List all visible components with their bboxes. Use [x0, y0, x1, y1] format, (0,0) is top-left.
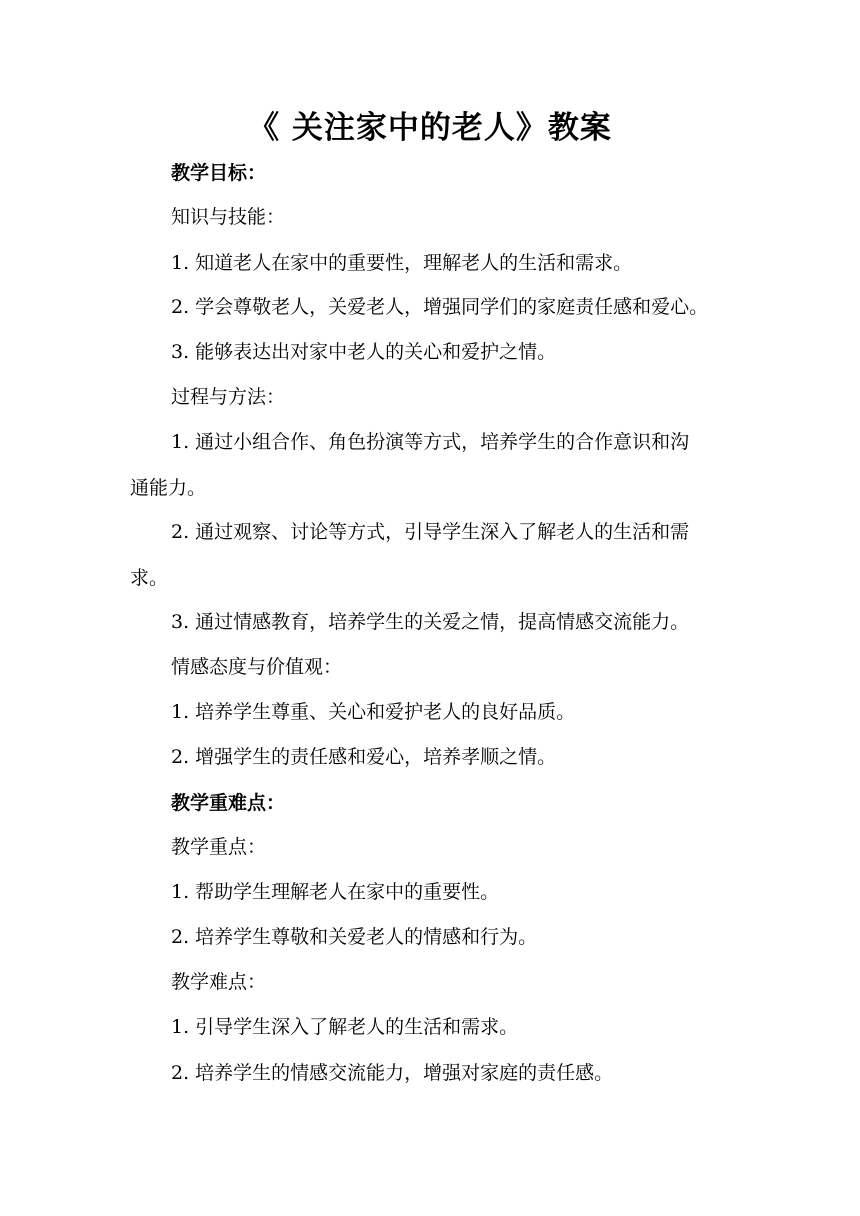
list-item: 1. 通过小组合作、角色扮演等方式，培养学生的合作意识和沟	[171, 431, 690, 453]
document-title: 《 关注家中的老人》教案	[248, 110, 612, 146]
subheading-attitude-values: 情感态度与价值观：	[171, 656, 343, 678]
list-item: 2. 学会尊敬老人，关爱老人，增强同学们的家庭责任感和爱心。	[171, 296, 709, 318]
list-item: 2. 培养学生尊敬和关爱老人的情感和行为。	[171, 926, 538, 948]
list-item: 3. 通过情感教育，培养学生的关爱之情，提高情感交流能力。	[171, 611, 690, 633]
subheading-process-methods: 过程与方法：	[171, 386, 286, 408]
subheading-key-points: 教学重点：	[171, 836, 267, 858]
list-item: 1. 帮助学生理解老人在家中的重要性。	[171, 881, 500, 903]
list-item: 2. 通过观察、讨论等方式，引导学生深入了解老人的生活和需	[171, 521, 690, 543]
list-item: 1. 知道老人在家中的重要性，理解老人的生活和需求。	[171, 252, 633, 274]
list-item: 1. 引导学生深入了解老人的生活和需求。	[171, 1016, 519, 1038]
subheading-knowledge-skills: 知识与技能：	[171, 206, 286, 228]
list-item: 3. 能够表达出对家中老人的关心和爱护之情。	[171, 341, 557, 363]
list-item: 2. 培养学生的情感交流能力，增强对家庭的责任感。	[171, 1062, 614, 1084]
section-heading-key-difficult: 教学重难点：	[171, 792, 286, 814]
list-item: 1. 培养学生尊重、关心和爱护老人的良好品质。	[171, 701, 576, 723]
list-item: 2. 增强学生的责任感和爱心，培养孝顺之情。	[171, 746, 557, 768]
list-item-continuation: 通能力。	[130, 477, 207, 499]
subheading-difficult-points: 教学难点：	[171, 971, 267, 993]
list-item-continuation: 求。	[130, 567, 169, 589]
section-heading-objectives: 教学目标：	[171, 162, 267, 184]
